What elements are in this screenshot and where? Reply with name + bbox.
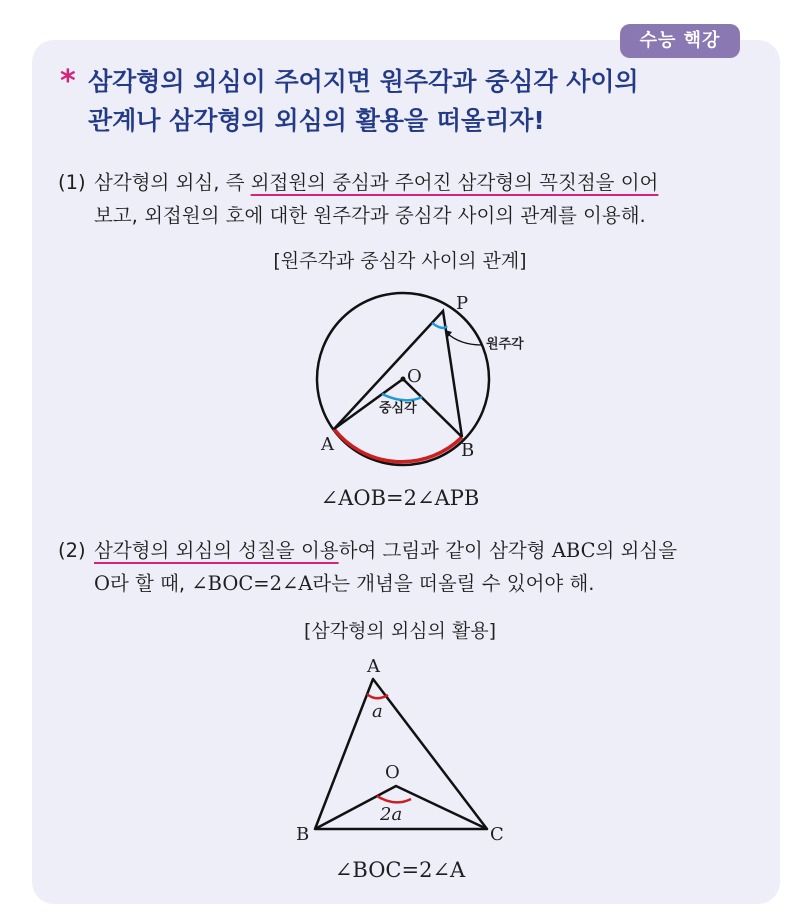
- section-1-line-2: 보고, 외접원의 호에 대한 원주각과 중심각 사이의 관계를 이용해.: [94, 204, 646, 227]
- section-2-number: (2): [58, 539, 86, 562]
- headline-line-1: 삼각형의 외심이 주어지면 원주각과 중심각 사이의: [88, 67, 639, 96]
- section-2-inline-formula: ∠BOC=2∠A: [191, 572, 313, 595]
- label-triangle-b: B: [296, 824, 310, 845]
- label-central-angle: 중심각: [379, 401, 417, 416]
- label-a: A: [321, 434, 334, 455]
- label-angle-2a: 2a: [380, 804, 403, 825]
- headline-line-2: 관계나 삼각형의 외심의 활용을 떠올리자!: [88, 106, 545, 135]
- section-2-caption: [삼각형의 외심의 활용]: [303, 620, 497, 642]
- label-triangle-c: C: [490, 824, 504, 845]
- label-triangle-a: A: [367, 656, 380, 677]
- section-2-abc: ABC: [551, 539, 596, 562]
- asterisk-icon: *: [60, 64, 76, 99]
- section-1-formula: ∠AOB=2∠APB: [320, 486, 480, 510]
- label-p: P: [456, 293, 469, 314]
- section-1-caption: [원주각과 중심각 사이의 관계]: [273, 250, 527, 272]
- section-2-line-1-end: 의 외심을: [595, 539, 678, 562]
- section-2-line-2-post: 라는 개념을 떠올릴 수 있어야 해.: [312, 572, 595, 595]
- section-2-line-2-pre: 라 할 때,: [110, 572, 192, 595]
- section-2-underlined: 삼각형의 외심의 성질을 이용: [94, 539, 339, 562]
- section-1-underlined: 외접원의 중심과 주어진 삼각형의 꼭짓점을 이어: [250, 171, 659, 194]
- label-inscribed-angle: 원주각: [486, 337, 524, 352]
- label-triangle-o: O: [385, 762, 400, 783]
- section-1-line-1-pre: 삼각형의 외심, 즉: [94, 171, 251, 194]
- section-2-formula: ∠BOC=2∠A: [334, 858, 466, 882]
- section-1-number: (1): [58, 171, 86, 194]
- label-angle-a: a: [372, 701, 383, 722]
- topic-badge: 수능 핵강: [620, 24, 740, 58]
- label-b: B: [461, 440, 475, 461]
- angle-boc-arc: [377, 796, 411, 802]
- section-2-o: O: [94, 572, 110, 595]
- label-o: O: [407, 366, 422, 387]
- section-2-line-1-post: 하여 그림과 같이 삼각형: [338, 539, 552, 562]
